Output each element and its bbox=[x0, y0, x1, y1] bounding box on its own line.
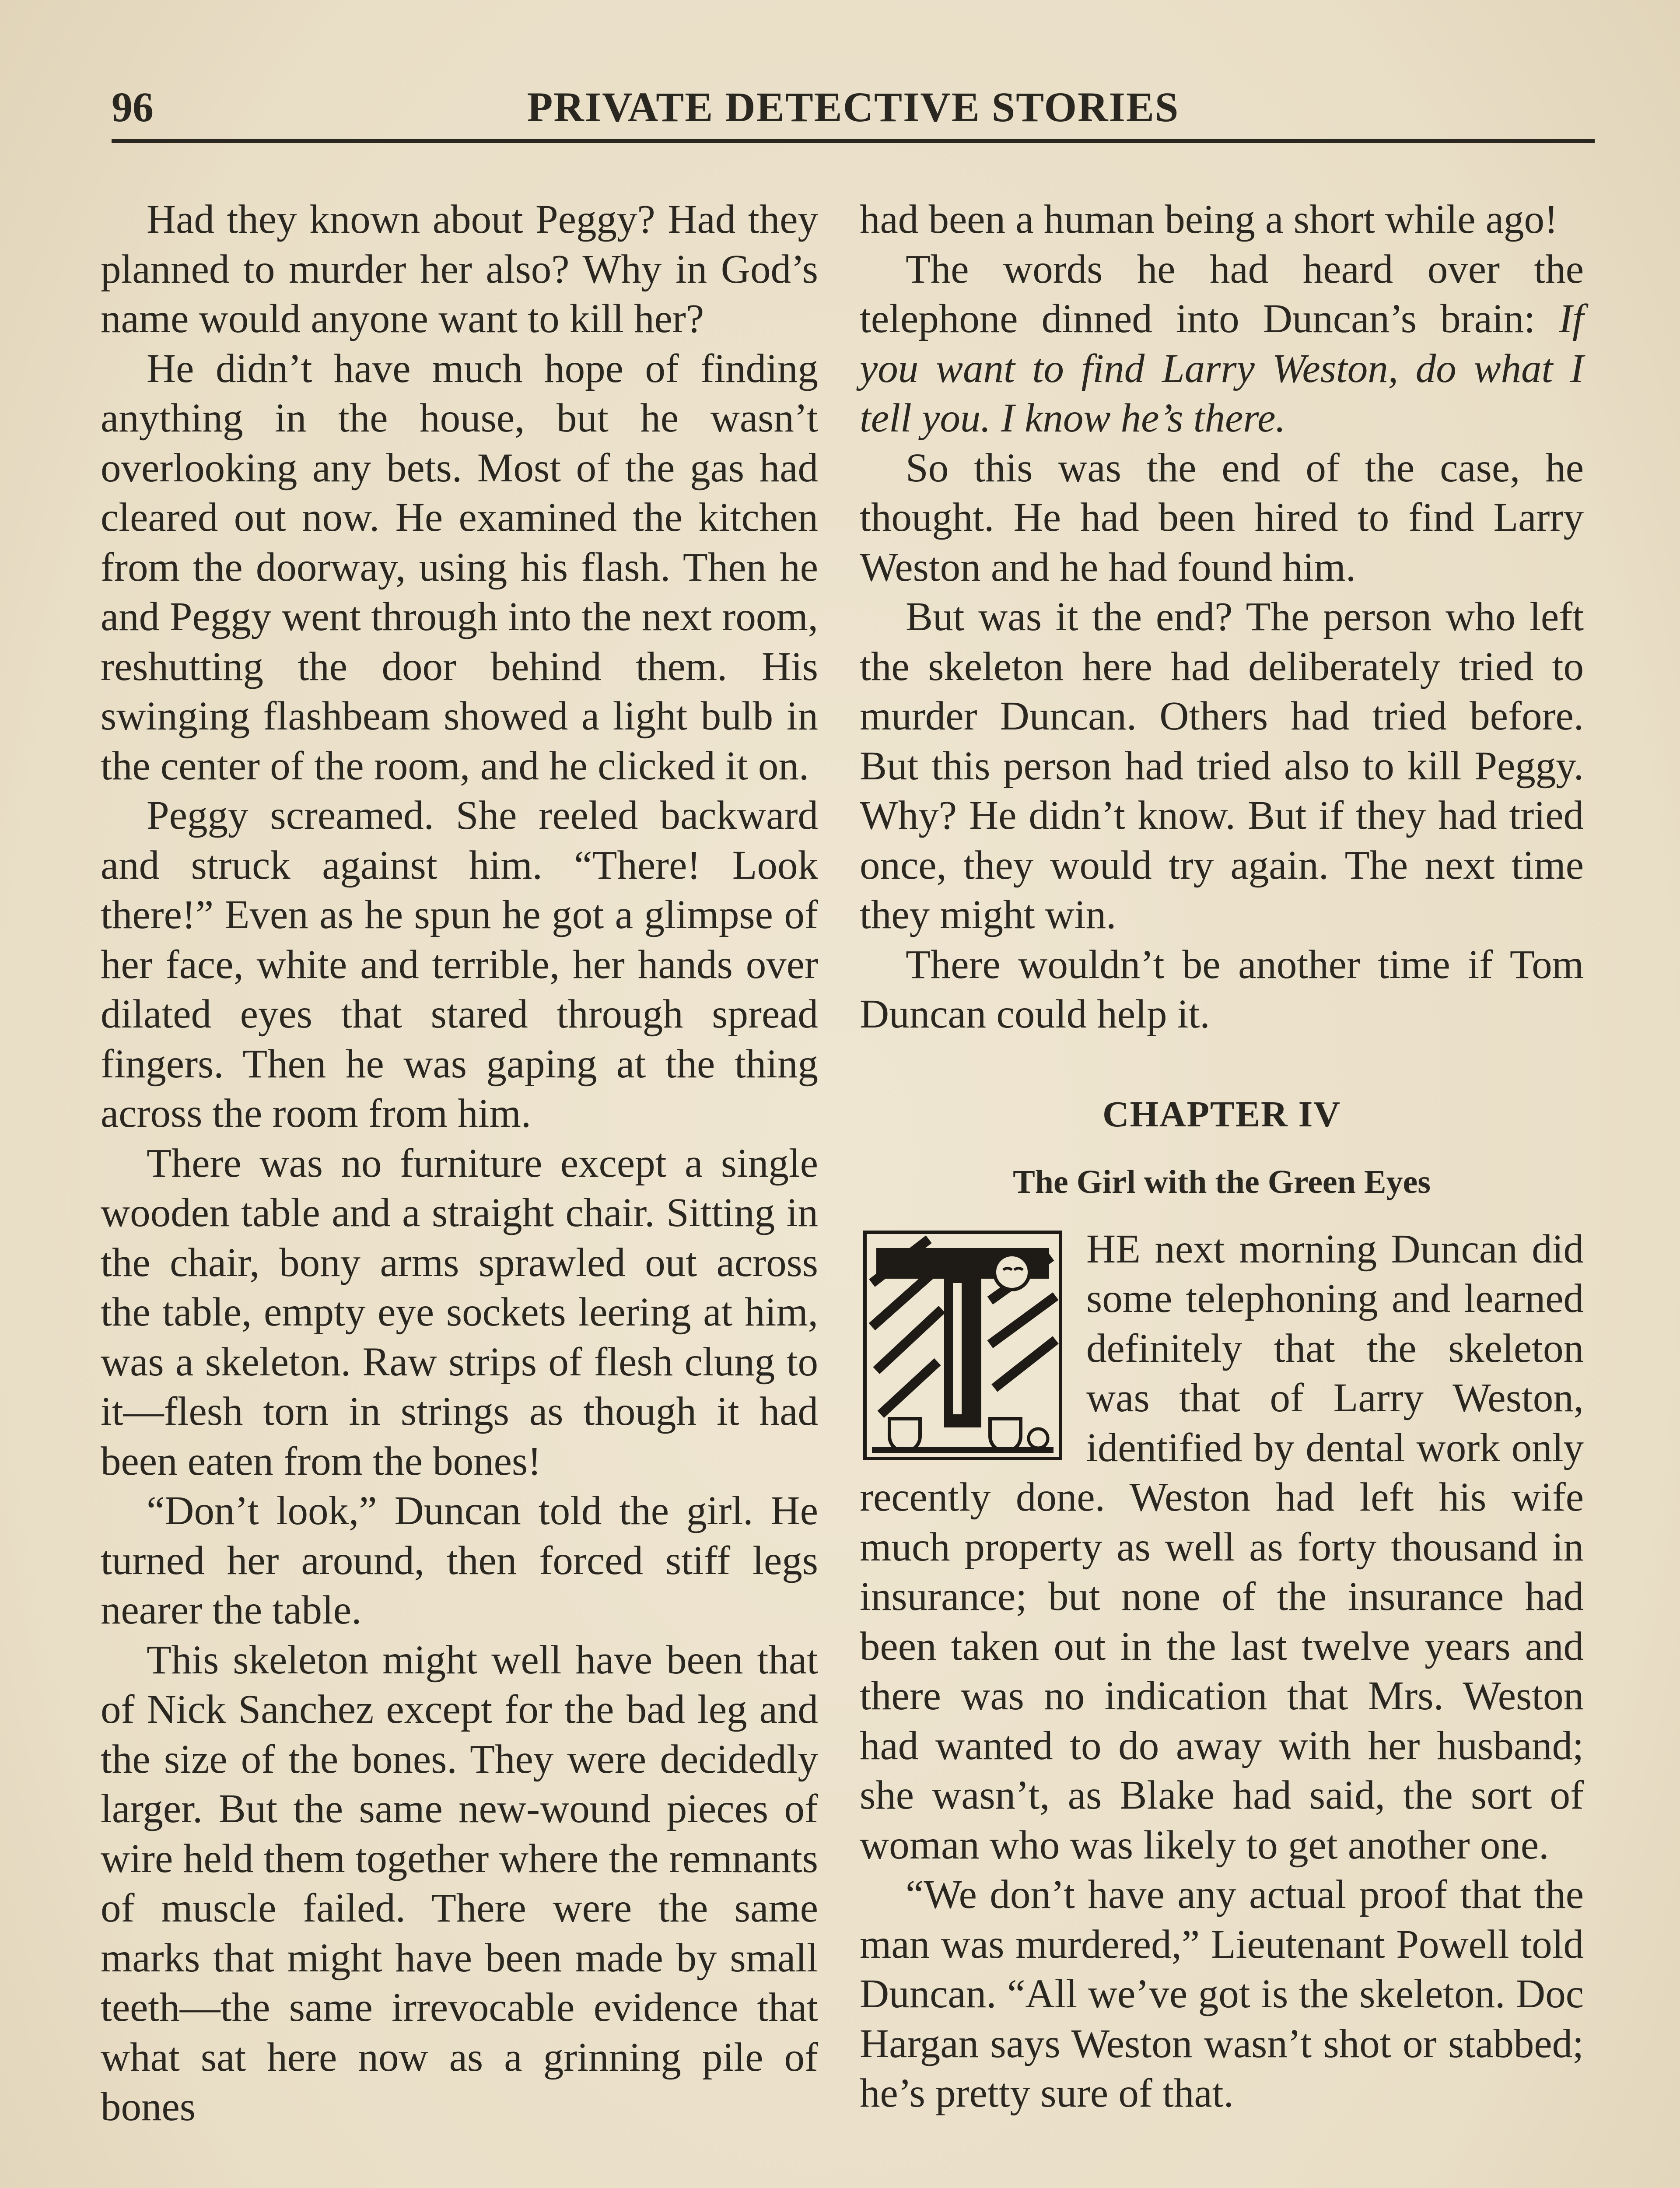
page-number: 96 bbox=[112, 84, 154, 130]
paragraph: There wouldn’t be another time if Tom Duncan could help it. bbox=[860, 942, 1584, 1037]
chapter-opening-paragraph bbox=[860, 1224, 1584, 1870]
chapter-subtitle: The Girl with the Green Eyes bbox=[1013, 1163, 1431, 1200]
continuation-paragraph: had been a human being a short while ago! bbox=[860, 197, 1558, 242]
paragraph: “We don’t have any actual proof that the man was murdered,” Lieutenant Powell told Duncan. “All we’ve got is the skeleton. Doc Hargan says Weston wasn’t shot or stabbed; he’s pretty sure of that. bbox=[860, 1872, 1584, 2116]
page-header bbox=[112, 83, 1595, 131]
paragraph: “Don’t look,” Duncan told the girl. He turned her around, then forced stiff legs nearer the table. bbox=[101, 1488, 818, 1633]
phone-quote: If you want to find Larry Weston, do what I tell you. I know he’s there. bbox=[860, 296, 1584, 441]
chapter-title: CHAPTER IV bbox=[1102, 1094, 1341, 1135]
running-title: PRIVATE DETECTIVE STORIES bbox=[527, 84, 1180, 130]
left-column bbox=[101, 195, 818, 2132]
paragraph: There was no furniture except a single wooden table and a straight chair. Sitting in the chair, bony arms sprawled out across the table, empty eye sockets leering at him, was a skeleton. Raw strips of flesh clung to it—flesh torn in strings as though it had been eaten from the bones! bbox=[101, 1140, 818, 1484]
paragraph: So this was the end of the case, he thought. He had been hired to find Larry Weston and he had found him. bbox=[860, 445, 1584, 590]
paragraph: Had they known about Peggy? Had they planned to murder her also? Why in God’s name would anyone want to kill her? bbox=[101, 197, 818, 341]
right-column bbox=[860, 195, 1584, 2118]
paragraph: But was it the end? The person who left the skeleton here had deliberately tried to murder Duncan. Others had tried before. But this person had tried also to kill Peggy. Why? He didn’t know. But if they had tried once, they would try again. The next time they might win. bbox=[860, 594, 1584, 937]
paragraph: Peggy screamed. She reeled backward and struck against him. “There! Look there!” Even as he spun he got a glimpse of her face, white and terrible, her hands over dilated eyes that stared through spread fingers. Then he was gaping at the thing across the room from him. bbox=[101, 793, 818, 1136]
dropcap-illustration-icon bbox=[863, 1231, 1062, 1460]
header-rule bbox=[112, 139, 1595, 143]
phone-intro: The words he had heard over the telephone dinned into Duncan’s brain: bbox=[860, 246, 1584, 341]
paragraph bbox=[860, 245, 1584, 443]
paragraph: He didn’t have much hope of finding anything in the house, but he wasn’t overlooking any bets. Most of the gas had cleared out now. He examined the kitchen from the doorway, using his flash. Then he and Peggy went through into the next room, reshutting the door behind them. His swinging flashbeam showed a light bulb in the center of the room, and he clicked it on. bbox=[101, 346, 818, 789]
chapter-opening-text: HE next morning Duncan did some telephoning and learned definitely that the skeleton was that of Larry Weston, identified by dental work only recently done. Weston had left his wife much property as well as forty thousand in insurance; but none of the insurance had been taken out in the last twelve years and there was no indication that Mrs. Weston had wanted to do away with her husband; she wasn’t, as Blake had said, the sort of woman who was likely to get another one. bbox=[860, 1226, 1584, 1868]
paragraph: This skeleton might well have been that of Nick Sanchez except for the bad leg and the size of the bones. They were decidedly larger. But the same new-wound pieces of wire held them together where the remnants of muscle failed. There were the same marks that might have been made by small teeth—the same irrevocable evidence that what sat here now as a grinning pile of bones bbox=[101, 1637, 818, 2129]
